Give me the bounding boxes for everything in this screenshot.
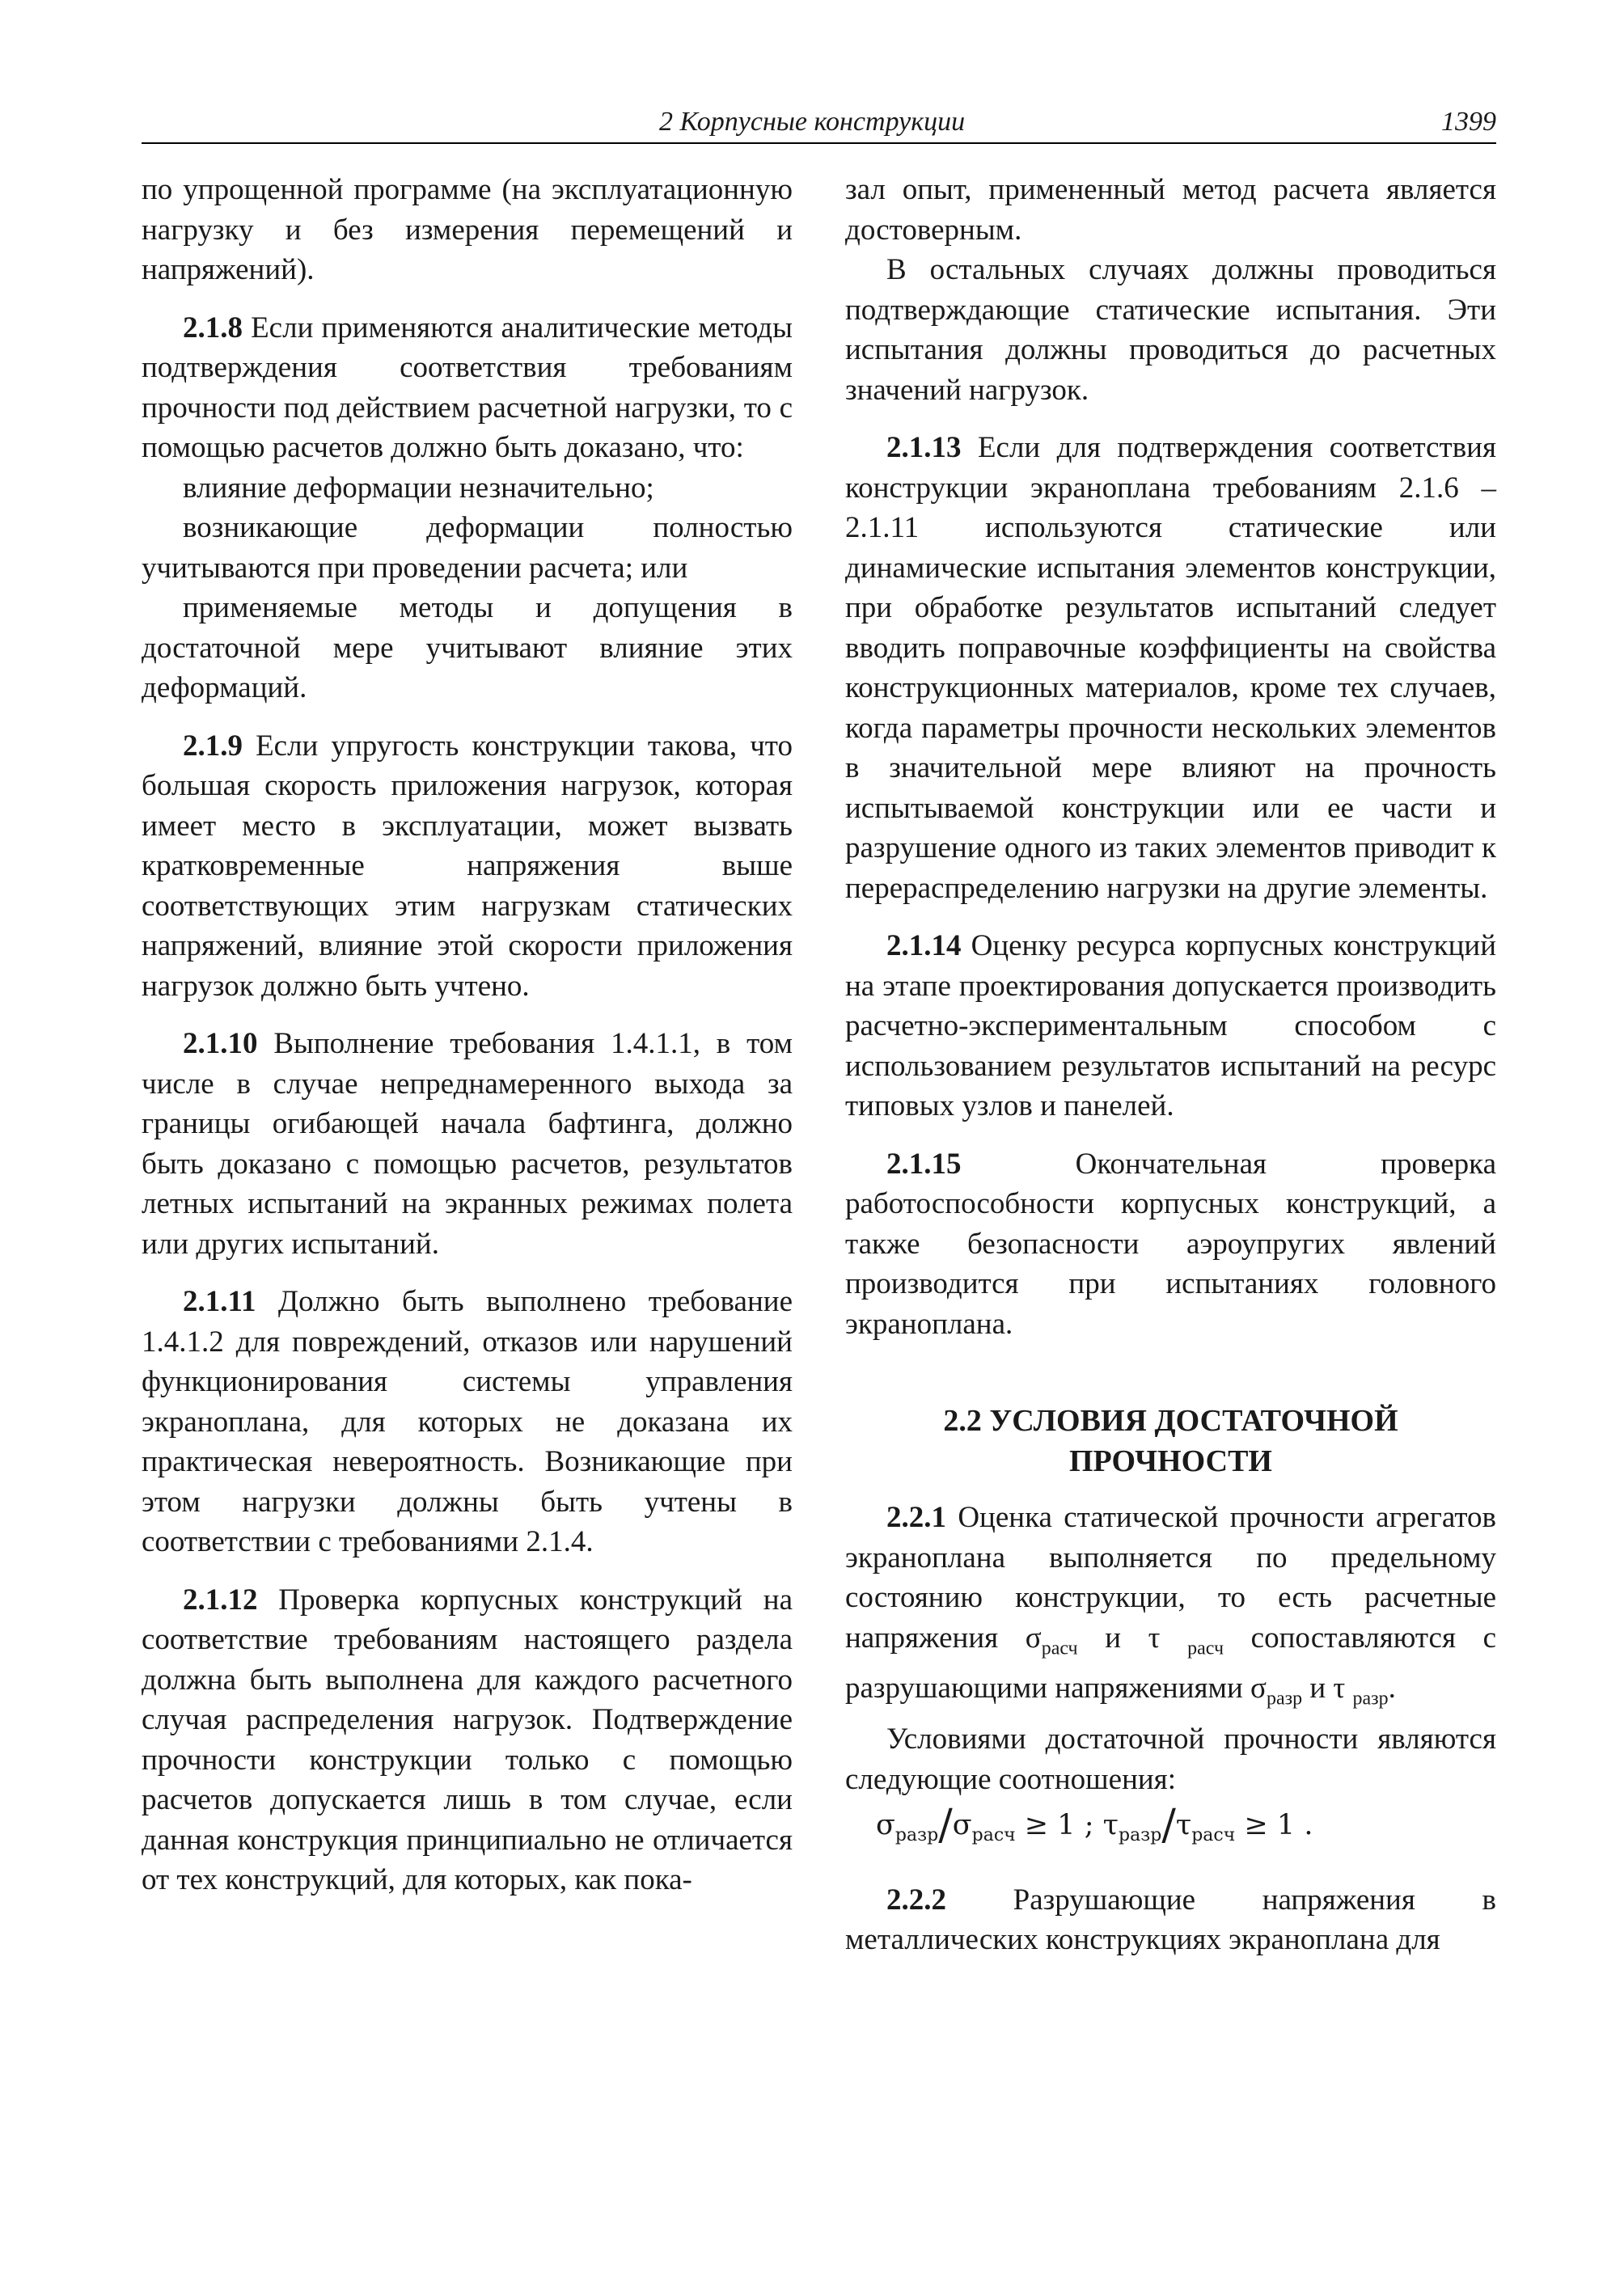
paragraph: В остальных случаях должны проводиться подтверждающие статические испытания. Эти испытания должны проводиться до расчетных значений нагрузок. (845, 253, 1496, 407)
paragraph-2-2-2: 2.2.2 Разрушающие напряжения в металлических конструкциях экраноплана для (845, 1883, 1496, 1957)
paragraph-2-1-12: 2.1.12 Проверка корпусных конструкций на соответствие требованиям настоящего раздела должна быть выполнена для каждого расчетного случая распределения нагрузок. Подтверждение прочности конструкции только с помощью расчетов допускается лишь в том случае, если данная конструкция принципиально не отличается от тех конструкций, для которых, как пока- (142, 1583, 793, 1896)
list-item: возникающие деформации полностью учитываются при проведении расчета; или (142, 511, 793, 585)
paragraph-2-1-9: 2.1.9 Если упругость конструкции такова, что большая скорость приложения нагрузок, которая имеет место в эксплуатации, может вызвать кратковременные напряжения выше соответствующих этим нагрузкам статических напряжений, влияние этой скорости приложения нагрузок должно быть учтено. (142, 729, 793, 1003)
paragraph-2-1-15: 2.1.15 Окончательная проверка работоспособности корпусных конструкций, а также безопасности аэроупругих явлений производится при испытаниях головного экраноплана. (845, 1147, 1496, 1341)
list-item: применяемые методы и допущения в достаточной мере учитывают влияние этих деформаций. (142, 591, 793, 704)
page-number: 1399 (1441, 107, 1496, 137)
page-header (142, 104, 1496, 144)
paragraph-2-1-10: 2.1.10 Выполнение требования 1.4.1.1, в том числе в случае непреднамеренного выхода за границы огибающей начала бафтинга, должно быть доказано с помощью расчетов, результатов летных испытаний на экранных режимах полета или других испытаний. (142, 1027, 793, 1261)
section-title: 2.2 УСЛОВИЯ ДОСТАТОЧНОЙ ПРОЧНОСТИ (943, 1404, 1398, 1478)
running-title: 2 Корпусные конструкции (659, 107, 966, 137)
left-column (142, 170, 793, 1918)
paragraph-2-2-1: 2.2.1 Оценка статической прочности агрегатов экраноплана выполняется по предельному состоянию конструкции, то есть расчетные напряжения $\sigma_{расч}$ и τ $_{расч}$ сопоставляются с разрушающими напряжениями $\sigma_{разр}$ и τ $_{разр}$. (845, 1501, 1496, 1710)
paragraph-2-1-14: 2.1.14 Оценку ресурса корпусных конструкций на этапе проектирования допускается производить расчетно-экспериментальным способом с использованием результатов испытаний на ресурс типовых узлов и панелей. (845, 929, 1496, 1122)
paragraph-2-1-8: 2.1.8 Если применяются аналитические методы подтверждения соответствия требованиям прочности под действием расчетной нагрузки, то с помощью расчетов должно быть доказано, что: (142, 311, 793, 464)
paragraph: по упрощенной программе (на эксплуатационную нагрузку и без измерения перемещений и напряжений). (142, 173, 793, 286)
right-column (845, 170, 1496, 1978)
paragraph-2-1-11: 2.1.11 Должно быть выполнено требование 1.4.1.2 для повреждений, отказов или нарушений функционирования системы управления экраноплана, для которых не доказана их практическая невероятность. Возникающие при этом нагрузки должны быть учтены в соответствии с требованиями 2.1.4. (142, 1285, 793, 1558)
paragraph-2-1-13: 2.1.13 Если для подтверждения соответствия конструкции экраноплана требованиям 2.1.6 – 2.1.11 используются статические или динамические испытания элементов конструкции, при обработке результатов испытаний следует вводить поправочные коэффициенты на свойства конструкционных материалов, кроме тех случаев, когда параметры прочности нескольких элементов в значительной мере влияют на прочность испытываемой конструкции или ее части и разрушение одного из таких элементов приводит к перераспределению нагрузки на другие элементы. (845, 431, 1496, 905)
conditions-text: Условиями достаточной прочности являются следующие соотношения: (845, 1722, 1496, 1796)
list-item: влияние деформации незначительно; (183, 471, 654, 505)
paragraph: зал опыт, примененный метод расчета является достоверным. (845, 173, 1496, 247)
strength-formula: $\sigma_{разр}/\sigma_{расч} \ge 1$ ; $\tau_{разр}/\tau_{расч} \ge 1$ . (876, 1801, 1313, 1850)
